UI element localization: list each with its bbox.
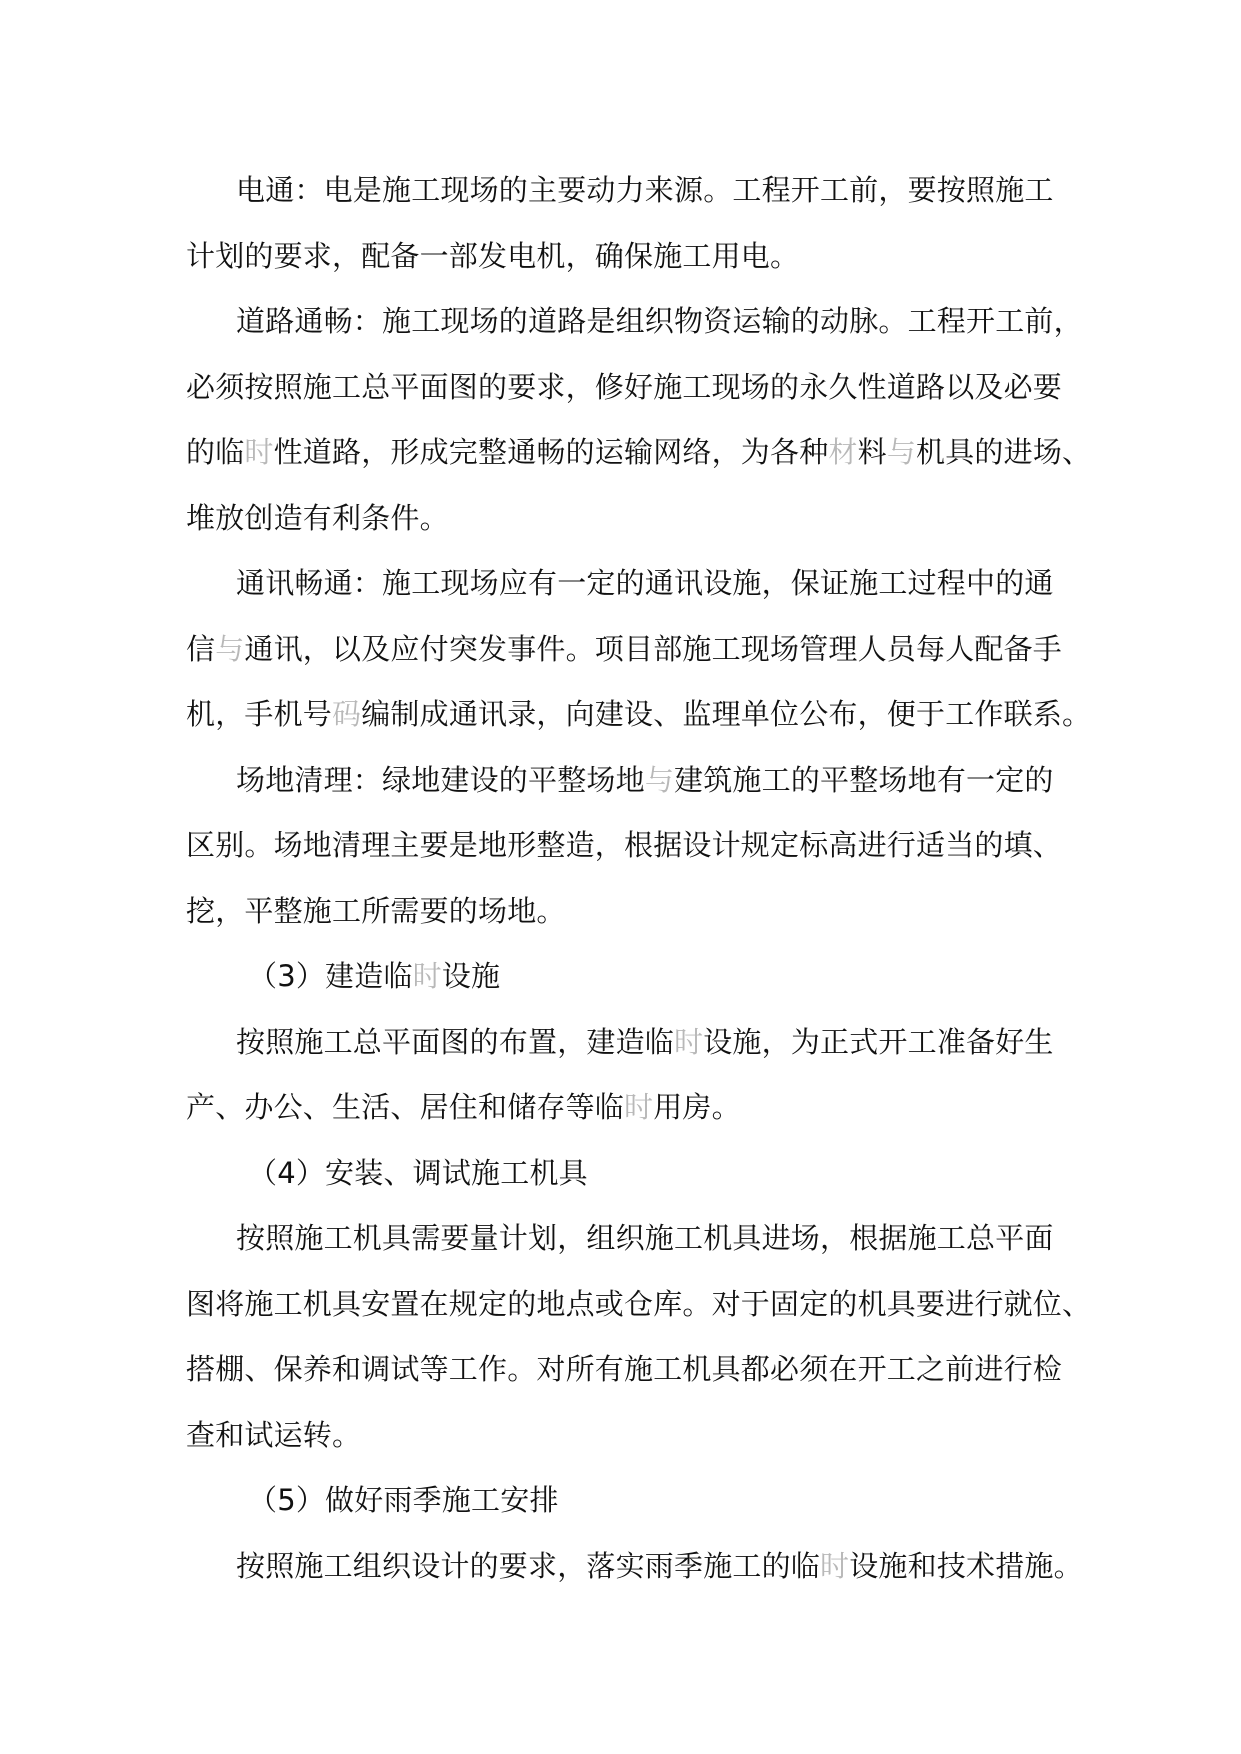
text-line — [186, 224, 1076, 290]
text-segment: （3）建造临 — [248, 959, 413, 993]
text-segment: 设施 — [441, 959, 501, 993]
text-segment: 堆放创造有利条件。 — [186, 500, 449, 535]
faint-character: 时 — [244, 435, 274, 469]
faint-character: 与 — [886, 435, 917, 469]
text-segment: 查和试运转。 — [186, 1417, 362, 1452]
text-segment: 计划的要求，配备一部发电机，确保施工用电。 — [186, 238, 800, 273]
text-line — [186, 617, 1076, 683]
text-segment: 机，手机号 — [186, 697, 333, 731]
faint-character: 时 — [412, 959, 442, 993]
text-line — [186, 289, 1083, 355]
text-segment: 编制成通讯录，向建设、监理单位公布，便于工作联系。 — [361, 697, 1092, 731]
text-line — [186, 1206, 1076, 1272]
text-line — [186, 551, 1076, 617]
text-segment: 道路通畅：施工现场的道路是组织物资运输的动脉。工程开工前， — [236, 304, 1083, 338]
faint-character: 码 — [332, 697, 362, 731]
faint-character: 与 — [644, 762, 675, 797]
faint-character: 材 — [828, 435, 858, 469]
text-segment: 通讯畅通：施工现场应有一定的通讯设施，保证施工过程中的通 — [236, 566, 1054, 600]
section-heading — [186, 1141, 1076, 1207]
text-segment: 设施，为正式开工准备好生 — [703, 1024, 1054, 1059]
text-line — [186, 748, 1076, 814]
text-segment: （5）做好雨季施工安排 — [248, 1483, 559, 1517]
section-heading — [186, 1468, 1076, 1534]
text-line — [186, 879, 1076, 945]
text-line — [186, 158, 1076, 224]
text-segment: 用房。 — [653, 1090, 741, 1124]
text-segment: （4）安装、调试施工机具 — [248, 1155, 588, 1190]
text-line — [186, 1534, 1083, 1600]
text-segment: 挖，平整施工所需要的场地。 — [186, 893, 566, 928]
text-line — [186, 1075, 1076, 1141]
text-line — [186, 486, 1076, 552]
text-line — [186, 1403, 1076, 1469]
text-line — [186, 1272, 1092, 1338]
faint-character: 与 — [215, 631, 245, 666]
text-segment: 机具的进场、 — [916, 435, 1092, 469]
text-segment: 产、办公、生活、居住和储存等临 — [186, 1090, 625, 1124]
text-segment: 电通：电是施工现场的主要动力来源。工程开工前，要按照施工 — [236, 173, 1054, 207]
faint-character: 时 — [624, 1090, 654, 1124]
text-line — [186, 1010, 1076, 1076]
text-segment: 通讯，以及应付突发事件。项目部施工现场管理人员每人配备手 — [244, 631, 1063, 666]
text-segment: 性道路，形成完整通畅的运输网络，为各种 — [273, 435, 829, 469]
text-line — [186, 420, 1092, 486]
faint-character: 时 — [674, 1024, 704, 1059]
text-line — [186, 682, 1092, 748]
text-segment: 场地清理：绿地建设的平整场地 — [236, 762, 645, 797]
text-line — [186, 355, 1076, 421]
text-segment: 搭棚、保养和调试等工作。对所有施工机具都必须在开工之前进行检 — [186, 1352, 1063, 1386]
text-line — [186, 1337, 1076, 1403]
text-line — [186, 813, 1076, 879]
text-segment: 按照施工总平面图的布置，建造临 — [236, 1024, 675, 1059]
text-segment: 图将施工机具安置在规定的地点或仓库。对于固定的机具要进行就位、 — [186, 1286, 1092, 1321]
text-segment: 必须按照施工总平面图的要求，修好施工现场的永久性道路以及必要 — [186, 369, 1063, 404]
document-body — [186, 158, 1092, 1599]
text-segment: 信 — [186, 631, 216, 666]
text-segment: 料 — [857, 435, 887, 469]
text-segment: 建筑施工的平整场地有一定的 — [674, 762, 1054, 797]
faint-character: 时 — [820, 1548, 850, 1583]
text-segment: 区别。场地清理主要是地形整造，根据设计规定标高进行适当的填、 — [186, 828, 1063, 862]
text-segment: 按照施工组织设计的要求，落实雨季施工的临 — [236, 1548, 821, 1583]
text-segment: 按照施工机具需要量计划，组织施工机具进场，根据施工总平面 — [236, 1221, 1054, 1255]
text-segment: 的临 — [186, 435, 245, 469]
text-segment: 设施和技术措施。 — [849, 1548, 1083, 1583]
section-heading — [186, 944, 1076, 1010]
